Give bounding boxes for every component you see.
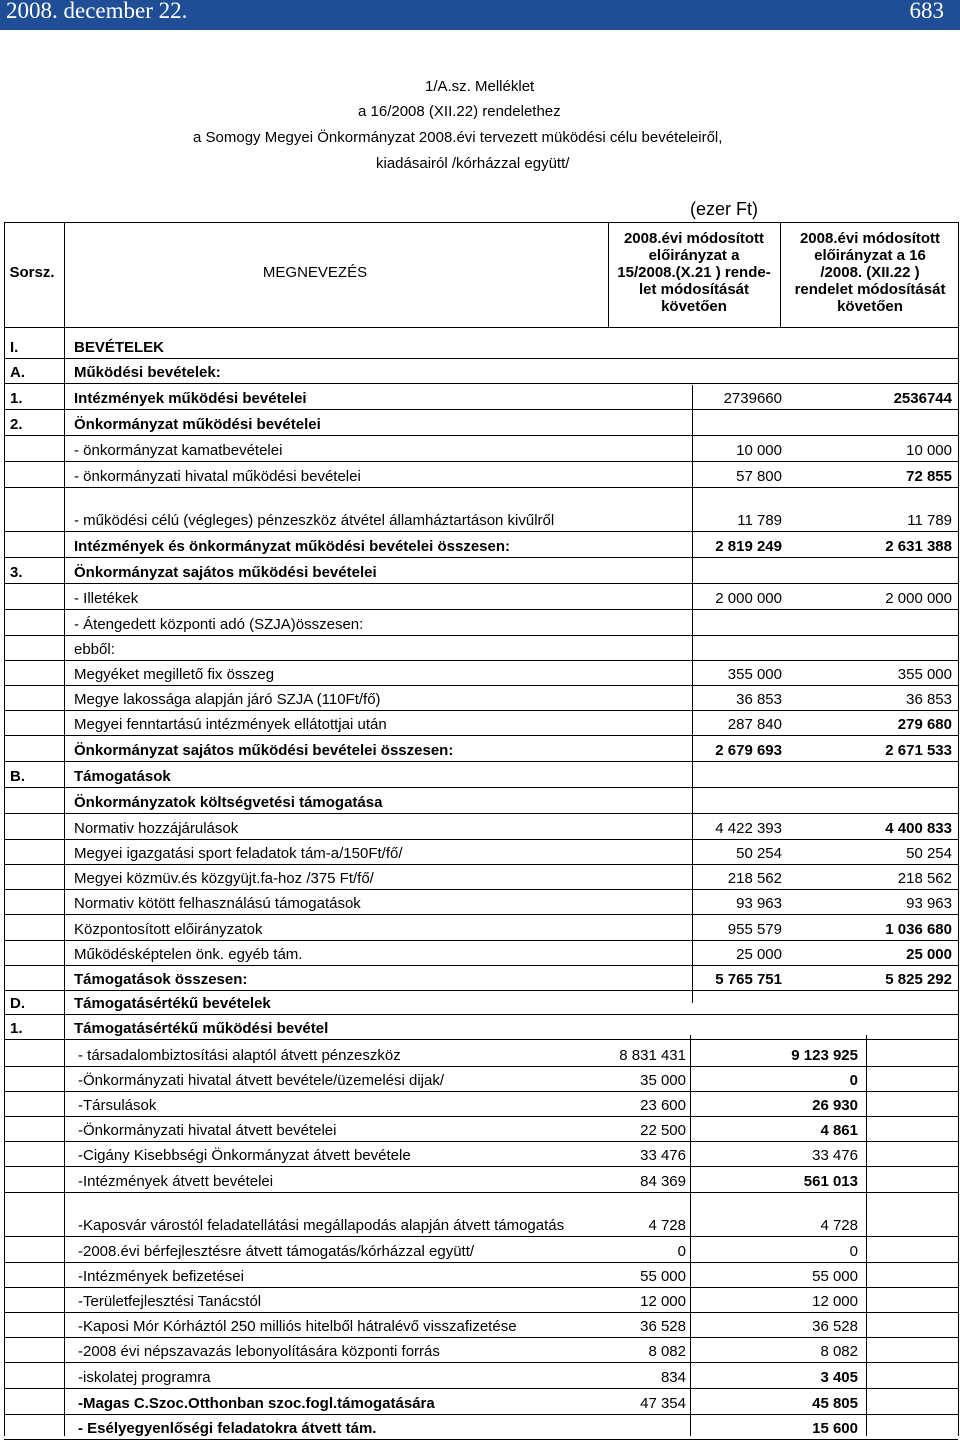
- col2-line: 2008.évi módosított: [799, 230, 941, 247]
- row-divider: [4, 461, 958, 462]
- row-divider: [4, 383, 958, 384]
- value-previous-estimate: 4 422 393: [715, 820, 782, 837]
- value-modified-estimate: 12 000: [812, 1293, 858, 1310]
- table-row: [0, 1390, 960, 1415]
- value-previous-estimate: 35 000: [640, 1072, 686, 1089]
- value-modified-estimate: 2 631 388: [885, 538, 952, 555]
- row-label: - Átengedett központi adó (SZJA)összesen:: [74, 616, 364, 633]
- value-previous-estimate: 0: [677, 1243, 686, 1260]
- value-modified-estimate: 9 123 925: [791, 1047, 858, 1064]
- row-number: I.: [10, 339, 19, 356]
- table-row: [0, 559, 960, 584]
- row-label: Támogatásértékű működési bevétel: [74, 1020, 329, 1037]
- value-previous-estimate: 355 000: [727, 666, 782, 683]
- col2-line: előirányzat a 16: [814, 247, 926, 264]
- row-label: -Társulások: [78, 1097, 157, 1114]
- value-modified-estimate: 218 562: [897, 870, 952, 887]
- value-modified-estimate: 2 671 533: [885, 742, 952, 759]
- row-label: Megyei igazgatási sport feladatok tám-a/150Ft/fő/: [74, 845, 403, 862]
- value-modified-estimate: 2 000 000: [885, 590, 952, 607]
- row-label: Normativ kötött felhasználású támogatások: [74, 895, 361, 912]
- row-label: Önkormányzat sajátos működési bevételei: [74, 564, 377, 581]
- row-label: - Illetékek: [74, 590, 139, 607]
- table-row: [0, 789, 960, 814]
- row-label: Megyéket megillető fix összeg: [74, 666, 275, 683]
- value-previous-estimate: 84 369: [640, 1173, 686, 1190]
- value-previous-estimate: 47 354: [640, 1395, 686, 1412]
- row-divider: [4, 1236, 958, 1237]
- table-header-border: [4, 327, 958, 328]
- row-label: Normativ hozzájárulások: [74, 820, 239, 837]
- value-previous-estimate: 50 254: [736, 845, 782, 862]
- row-divider: [4, 1039, 958, 1040]
- value-modified-estimate: 3 405: [820, 1369, 858, 1386]
- table-row: [0, 585, 960, 610]
- row-label: -iskolatej programra: [78, 1369, 211, 1386]
- row-number: D.: [10, 995, 25, 1012]
- table-row: [0, 1288, 960, 1313]
- col2-line: rendelet módosítását: [794, 281, 946, 298]
- row-label: -2008.évi bérfejlesztésre átvett támogatás/kórházzal együtt/: [78, 1243, 475, 1260]
- row-label: Megyei közmüv.és közgyüjt.fa-hoz /375 Ft/fő/: [74, 870, 374, 887]
- table-row: [0, 611, 960, 636]
- col1-line: előirányzat a: [648, 247, 740, 264]
- row-label: Megyei fenntartású intézmények ellátottjai után: [74, 716, 387, 733]
- column-header-megnevezes: MEGNEVEZÉS: [262, 264, 368, 281]
- row-label: -Önkormányzati hivatal átvett bevétele/üzemelési dijak/: [78, 1072, 445, 1089]
- value-modified-estimate: 15 600: [812, 1420, 858, 1437]
- row-divider: [4, 1192, 958, 1193]
- table-row: [0, 1142, 960, 1167]
- table-row: [0, 507, 960, 532]
- table-row: [0, 1117, 960, 1142]
- row-label: Támogatások: [74, 768, 171, 785]
- row-divider: [4, 1166, 958, 1167]
- table-row: [0, 865, 960, 890]
- col2-line: /2008. (XII.22 ): [820, 264, 920, 281]
- col1-line: 2008.évi módosított: [623, 230, 765, 247]
- row-divider: [4, 761, 958, 762]
- document-title: a Somogy Megyei Önkormányzat 2008.évi tervezett müködési célu bevételeiről,: [193, 129, 723, 146]
- table-row: [0, 941, 960, 966]
- row-label: -Önkormányzati hivatal átvett bevételei: [78, 1122, 337, 1139]
- table-row: [0, 1263, 960, 1288]
- value-modified-estimate: 4 861: [820, 1122, 858, 1139]
- row-label: -Magas C.Szoc.Otthonban szoc.fogl.támogatására: [78, 1395, 435, 1412]
- row-number: 1.: [10, 1020, 23, 1037]
- annex-title: 1/A.sz. Melléklet: [425, 78, 535, 95]
- value-modified-estimate: 10 000: [906, 442, 952, 459]
- value-previous-estimate: 12 000: [640, 1293, 686, 1310]
- value-modified-estimate: 72 855: [906, 468, 952, 485]
- value-previous-estimate: 55 000: [640, 1268, 686, 1285]
- table-row: [0, 1415, 960, 1440]
- column-divider: [780, 222, 781, 327]
- col1-line: let módosítását: [638, 281, 750, 298]
- value-modified-estimate: 4 728: [820, 1217, 858, 1234]
- value-previous-estimate: 36 853: [736, 691, 782, 708]
- value-modified-estimate: 0: [849, 1243, 858, 1260]
- row-label: -Kaposvár várostól feladatellátási megállapodás alapján átvett támogatás: [78, 1217, 565, 1234]
- value-modified-estimate: 26 930: [812, 1097, 858, 1114]
- value-previous-estimate: 10 000: [736, 442, 782, 459]
- value-modified-estimate: 1 036 680: [885, 921, 952, 938]
- col1-line: 15/2008.(X.21 ) rende-: [617, 264, 771, 281]
- table-row: [0, 437, 960, 462]
- value-previous-estimate: 2 679 693: [715, 742, 782, 759]
- value-previous-estimate: 834: [660, 1369, 686, 1386]
- row-divider: [4, 914, 958, 915]
- value-previous-estimate: 5 765 751: [715, 971, 782, 988]
- value-previous-estimate: 22 500: [640, 1122, 686, 1139]
- row-label: - Esélyegyenlőségi feladatokra átvett tám.: [78, 1420, 377, 1437]
- value-previous-estimate: 287 840: [727, 716, 782, 733]
- value-modified-estimate: 50 254: [906, 845, 952, 862]
- value-previous-estimate: 4 728: [648, 1217, 686, 1234]
- table-row: [0, 763, 960, 788]
- value-previous-estimate: 11 789: [737, 512, 782, 529]
- value-modified-estimate: 11 789: [907, 512, 952, 529]
- row-label: Központosított előirányzatok: [74, 921, 263, 938]
- column-header-previous-estimate: [608, 230, 780, 315]
- value-modified-estimate: 36 528: [812, 1318, 858, 1335]
- row-label: Működési bevételek:: [74, 364, 221, 381]
- value-modified-estimate: 4 400 833: [885, 820, 952, 837]
- row-number: 1.: [10, 390, 23, 407]
- value-previous-estimate: 8 082: [648, 1343, 686, 1360]
- value-previous-estimate: 93 963: [736, 895, 782, 912]
- row-label: -Intézmények befizetései: [78, 1268, 244, 1285]
- table-row: [0, 533, 960, 558]
- table-row: [0, 411, 960, 436]
- row-label: -Kaposi Mór Kórháztól 250 milliós hitelből hátralévő visszafizetése: [78, 1318, 517, 1335]
- value-previous-estimate: 23 600: [640, 1097, 686, 1114]
- value-previous-estimate: 2 819 249: [715, 538, 782, 555]
- table-row: [0, 711, 960, 736]
- table-row: [0, 1212, 960, 1237]
- row-number: A.: [10, 364, 25, 381]
- value-modified-estimate: 5 825 292: [885, 971, 952, 988]
- value-modified-estimate: 0: [849, 1072, 858, 1089]
- value-modified-estimate: 25 000: [906, 946, 952, 963]
- row-divider: [4, 609, 958, 610]
- table-row: [0, 890, 960, 915]
- row-label: Megye lakossága alapján járó SZJA (110Ft/fő): [74, 691, 381, 708]
- unit-label: (ezer Ft): [690, 199, 759, 219]
- row-divider: [4, 531, 958, 532]
- column-header-sorsz: Sorsz.: [9, 264, 55, 281]
- row-label: - önkormányzat kamatbevételei: [74, 442, 283, 459]
- table-row: [0, 815, 960, 840]
- value-modified-estimate: 8 082: [820, 1343, 858, 1360]
- col1-line: követően: [661, 298, 727, 315]
- row-divider: [4, 1362, 958, 1363]
- row-number: 2.: [10, 416, 23, 433]
- document-subtitle: kiadásairól /kórházzal együtt/: [376, 155, 570, 172]
- table-row: [0, 966, 960, 991]
- value-modified-estimate: 355 000: [897, 666, 952, 683]
- page-number: 683: [909, 0, 944, 23]
- table-row: [0, 385, 960, 410]
- value-previous-estimate: 218 562: [727, 870, 782, 887]
- value-previous-estimate: 25 000: [736, 946, 782, 963]
- decree-reference: a 16/2008 (XII.22) rendelethez: [358, 103, 561, 120]
- table-row: [0, 1364, 960, 1389]
- row-label: Támogatások összesen:: [74, 971, 248, 988]
- column-divider: [608, 222, 609, 327]
- value-modified-estimate: 93 963: [906, 895, 952, 912]
- row-divider: [4, 787, 958, 788]
- row-label: Működésképtelen önk. egyéb tám.: [74, 946, 303, 963]
- value-modified-estimate: 45 805: [812, 1395, 858, 1412]
- table-row: [0, 1042, 960, 1067]
- row-divider: [4, 557, 958, 558]
- table-row: [0, 1313, 960, 1338]
- table-row: [0, 359, 960, 384]
- row-label: BEVÉTELEK: [74, 339, 165, 356]
- value-previous-estimate: 36 528: [640, 1318, 686, 1335]
- row-label: Önkormányzat sajátos működési bevételei összesen:: [74, 742, 454, 759]
- table-row: [0, 636, 960, 661]
- table-row: [0, 463, 960, 488]
- row-number: 3.: [10, 564, 23, 581]
- row-number: B.: [10, 768, 25, 785]
- table-top-border: [4, 222, 958, 223]
- value-modified-estimate: 55 000: [812, 1268, 858, 1285]
- value-modified-estimate: 561 013: [803, 1173, 858, 1190]
- row-label: Intézmények működési bevételei: [74, 390, 307, 407]
- table-row: [0, 1168, 960, 1193]
- row-label: - társadalombiztosítási alaptól átvett pénzeszköz: [78, 1047, 401, 1064]
- header-banner: [0, 0, 960, 30]
- row-label: -Intézmények átvett bevételei: [78, 1173, 274, 1190]
- table-row: [0, 916, 960, 941]
- value-previous-estimate: 8 831 431: [619, 1047, 686, 1064]
- table-row: [0, 686, 960, 711]
- row-divider: [4, 409, 958, 410]
- row-divider: [4, 487, 958, 488]
- table-row: [0, 334, 960, 359]
- row-label: -Cigány Kisebbségi Önkormányzat átvett bevétele: [78, 1147, 411, 1164]
- col2-line: követően: [837, 298, 903, 315]
- value-previous-estimate: 2739660: [723, 390, 782, 407]
- row-label: -Területfejlesztési Tanácstól: [78, 1293, 262, 1310]
- row-label: Intézmények és önkormányzat működési bevételei összesen:: [74, 538, 511, 555]
- value-previous-estimate: 955 579: [727, 921, 782, 938]
- table-row: [0, 1338, 960, 1363]
- row-divider: [4, 813, 958, 814]
- table-row: [0, 737, 960, 762]
- column-header-modified-estimate: [782, 230, 958, 315]
- table-row: [0, 990, 960, 1015]
- value-modified-estimate: 36 853: [906, 691, 952, 708]
- value-previous-estimate: 33 476: [640, 1147, 686, 1164]
- value-previous-estimate: 2 000 000: [715, 590, 782, 607]
- row-label: - működési célú (végleges) pénzeszköz átvétel államháztartáson kivűlről: [74, 512, 555, 529]
- row-divider: [4, 735, 958, 736]
- value-modified-estimate: 33 476: [812, 1147, 858, 1164]
- row-label: Támogatásértékű bevételek: [74, 995, 271, 1012]
- table-row: [0, 661, 960, 686]
- row-label: Önkormányzat működési bevételei: [74, 416, 321, 433]
- row-label: ebből:: [74, 641, 115, 658]
- row-label: Önkormányzatok költségvetési támogatása: [74, 794, 383, 811]
- table-row: [0, 1238, 960, 1263]
- value-previous-estimate: 57 800: [736, 468, 782, 485]
- table-row: [0, 1067, 960, 1092]
- table-row: [0, 840, 960, 865]
- issue-date: 2008. december 22.: [6, 0, 188, 23]
- value-modified-estimate: 2536744: [893, 390, 952, 407]
- table-row: [0, 1015, 960, 1040]
- row-divider: [4, 1388, 958, 1389]
- table-row: [0, 1092, 960, 1117]
- row-divider: [4, 583, 958, 584]
- value-modified-estimate: 279 680: [897, 716, 952, 733]
- row-divider: [4, 435, 958, 436]
- row-label: -2008 évi népszavazás lebonyolítására központi forrás: [78, 1343, 440, 1360]
- row-label: - önkormányzati hivatal működési bevételei: [74, 468, 361, 485]
